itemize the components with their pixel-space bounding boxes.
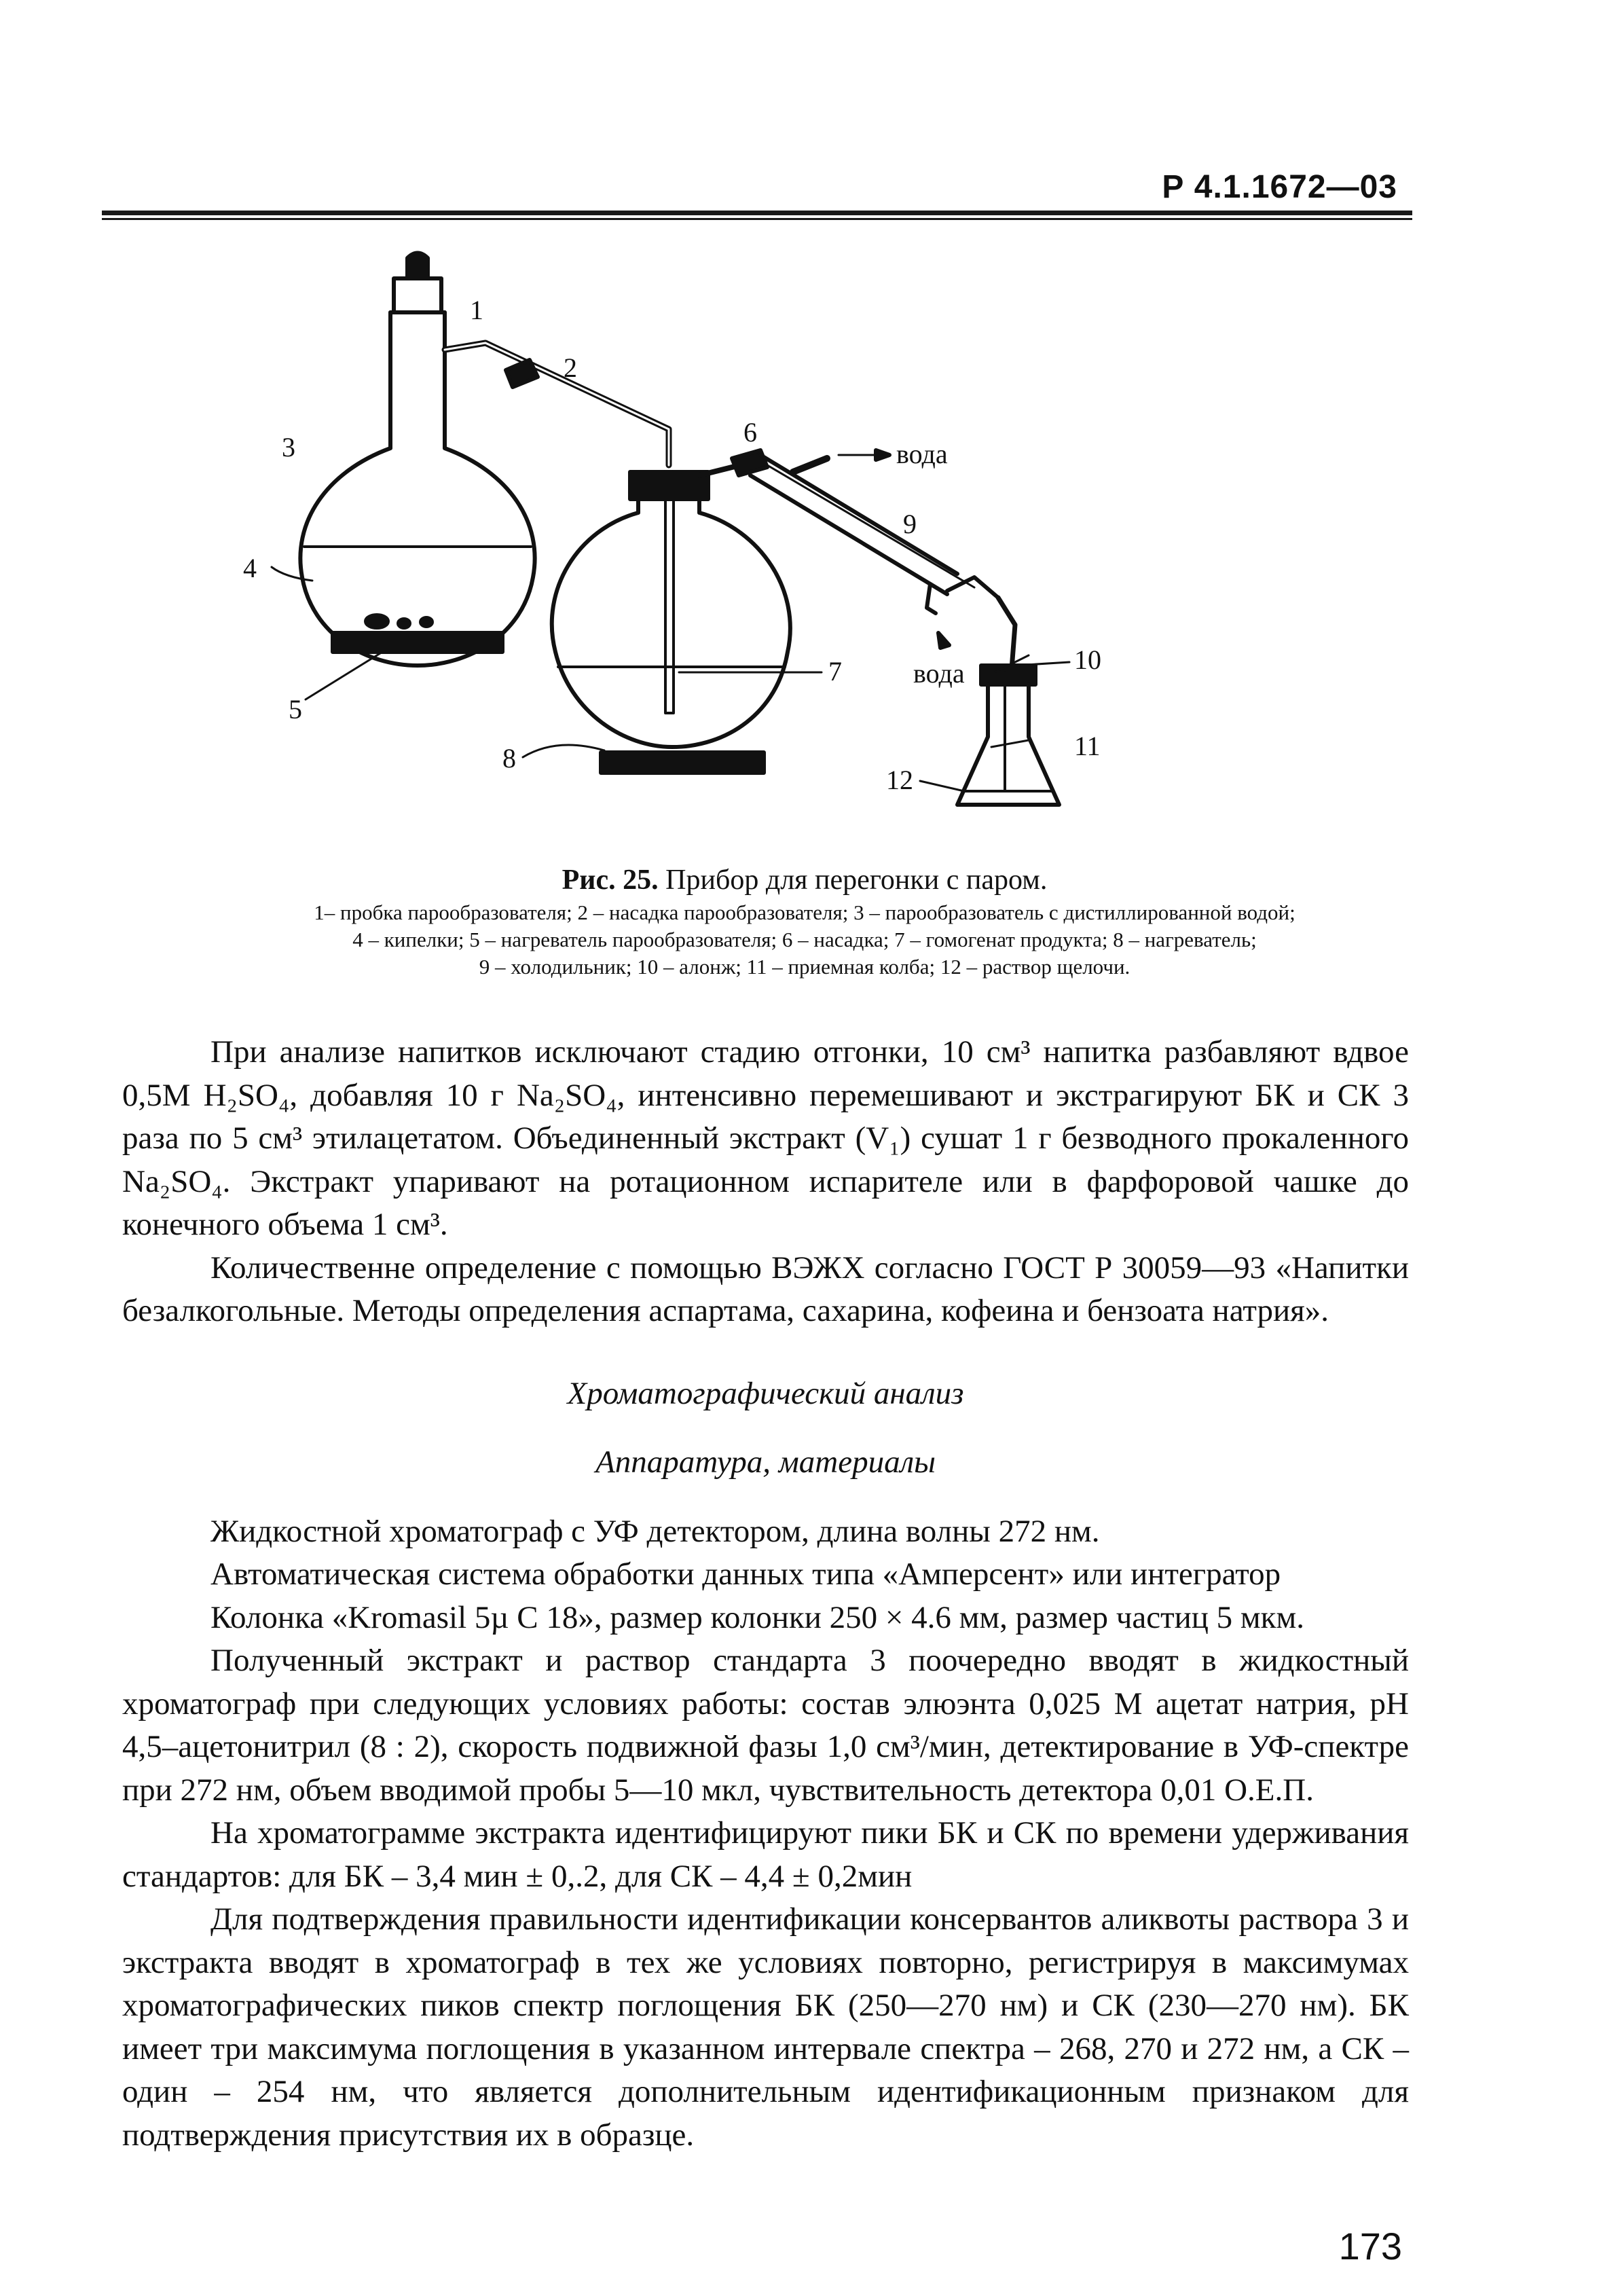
label-2: 2	[564, 352, 577, 383]
paragraph-quantitative-hplc: Количественне определение с помощью ВЭЖХ согласно ГОСТ Р 30059—93 «Напитки безалкогольные. Методы определения аспартама, сахарина, кофеина и бензоата натрия».	[122, 1250, 1409, 1328]
steam-generator-flask	[300, 253, 534, 666]
label-1: 1	[470, 295, 483, 325]
label-3: 3	[282, 432, 295, 462]
document-code: Р 4.1.1672—03	[1162, 169, 1397, 205]
heater-5	[333, 633, 502, 652]
header-rule-thin	[102, 218, 1412, 220]
label-9: 9	[903, 509, 917, 539]
caption-figure-number: Рис. 25.	[562, 864, 659, 896]
item-data-system: Автоматическая система обработки данных типа «Амперсент» или интегратор	[210, 1556, 1281, 1592]
page-number: 173	[1338, 2225, 1402, 2267]
receiving-flask-11	[957, 666, 1059, 805]
label-12: 12	[886, 765, 913, 795]
body-text	[122, 1031, 1409, 2157]
item-column: Колонка «Kromasil 5µ С 18», размер колонки 250 × 4.6 мм, размер частиц 5 мкм.	[210, 1599, 1304, 1635]
label-10: 10	[1074, 644, 1101, 675]
paragraph-beverage-analysis: При анализе напитков исключают стадию отгонки, 10 см³ напитка разбавляют вдвое 0,5М H₂SO₄, добавляя 10 г Na₂SO₄, интенсивно перемешивают и экстрагируют БК и СК 3 раза по 5 см³ этилацетатом. Объединенный экстракт (V₁) сушат 1 г безводного прокаленного Na₂SO₄. Экстракт упаривают на ротационном испарителе или в фарфоровой чашке до конечного объема 1 см³.	[122, 1034, 1409, 1242]
label-5: 5	[289, 694, 302, 725]
figure-caption	[122, 861, 1487, 981]
label-7: 7	[828, 656, 842, 687]
caption-title	[122, 861, 1487, 899]
header-rule	[102, 211, 1412, 215]
heading-apparatus-materials: Аппаратура, материалы	[595, 1444, 936, 1480]
caption-title-text: Прибор для перегонки с паром.	[658, 864, 1048, 896]
label-water-out: вода	[896, 439, 948, 469]
label-4: 4	[243, 553, 257, 583]
caption-legend-line-2: 4 – кипелки; 5 – нагреватель парообразователя; 6 – насадка; 7 – гомогенат продукта; 8 – нагреватель;	[352, 928, 1257, 951]
label-6: 6	[743, 417, 757, 448]
paragraph-confirmation: Для подтверждения правильности идентификации консервантов аликвоты раствора 3 и экстракта вводят в хроматограф в тех же условиях повторно, регистрируя в максимумах хроматографических пиков спектр поглощения БК (250—270 нм) и СК (230—270 нм). БК имеет три максимума поглощения в указанном интервале спектра – 268, 270 и 272 нм, а СК – один – 254 нм, что является дополнительным идентификационным признаком для подтверждения присутствия их в образце.	[122, 1901, 1409, 2153]
item-liquid-chromatograph: Жидкостной хроматограф с УФ детектором, длина волны 272 нм.	[210, 1513, 1100, 1549]
label-11: 11	[1074, 731, 1101, 761]
apparatus-drawing	[224, 238, 1276, 849]
paragraph-conditions: Полученный экстракт и раствор стандарта 3 поочередно вводят в жидкостный хроматограф при следующих условиях работы: состав элюэнта 0,025 М ацетат натрия, pH 4,5–ацетонитрил (8 : 2), скорость подвижной фазы 1,0 см³/мин, детектирование в УФ-спектре при 272 нм, объем вводимой пробы 5—10 мкл, чувствительность детектора 0,01 О.Е.П.	[122, 1643, 1409, 1808]
label-water-in: вода	[913, 658, 965, 689]
caption-legend-line-1: 1– пробка парообразователя; 2 – насадка парообразователя; 3 – парообразователь с дистиллированной водой;	[314, 900, 1295, 924]
steam-distillation-apparatus-figure	[224, 238, 1276, 849]
heater-8	[601, 752, 764, 773]
heading-chromatographic-analysis: Хроматографический анализ	[567, 1375, 964, 1411]
caption-legend-line-3: 9 – холодильник; 10 – алонж; 11 – приемная колба; 12 – раствор щелочи.	[479, 955, 1130, 979]
label-8: 8	[502, 743, 516, 773]
paragraph-identification: На хроматограмме экстракта идентифицируют пики БК и СК по времени удерживания стандартов: для БК – 3,4 мин ± 0,.2, для СК – 4,4 ± 0,2мин	[122, 1815, 1409, 1894]
homogenate-flask	[552, 472, 790, 747]
